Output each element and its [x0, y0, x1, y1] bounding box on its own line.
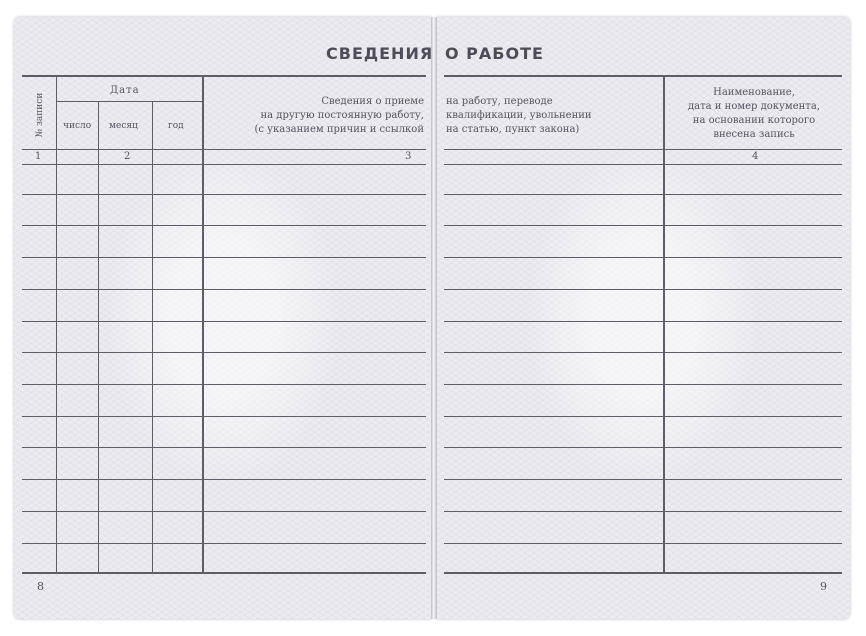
column-number-4: 4	[752, 151, 759, 162]
info-header-left-line-1: Сведения о приеме	[321, 96, 424, 107]
column-number-1: 1	[35, 151, 42, 162]
document-header-line-4: внесена запись	[713, 129, 795, 140]
column-number-2: 2	[124, 151, 131, 162]
info-header-right-line-1: на работу, переводе	[446, 96, 553, 107]
title-right: О РАБОТЕ	[445, 44, 544, 63]
day-header: число	[63, 121, 92, 131]
date-header: Дата	[110, 85, 140, 96]
column-number-3: 3	[405, 151, 412, 162]
document-header-line-1: Наименование,	[713, 87, 795, 98]
page-number-left: 8	[37, 580, 44, 593]
info-header-right-line-2: квалификации, увольнении	[446, 110, 592, 121]
book-spine	[431, 17, 437, 619]
record-number-header: № записи	[35, 92, 45, 138]
document-header-line-3: на основании которого	[692, 115, 816, 126]
info-header-right-line-3: на статью, пункт закона)	[446, 124, 580, 135]
info-header-left-line-2: на другую постоянную работу,	[260, 110, 424, 121]
info-header-left-line-3: (с указанием причин и ссылкой	[254, 124, 424, 135]
year-header: год	[168, 121, 184, 131]
month-header: месяц	[109, 121, 138, 131]
document-header-line-2: дата и номер документа,	[688, 101, 820, 112]
title-left: СВЕДЕНИЯ	[326, 44, 434, 63]
page-number-right: 9	[820, 580, 827, 593]
